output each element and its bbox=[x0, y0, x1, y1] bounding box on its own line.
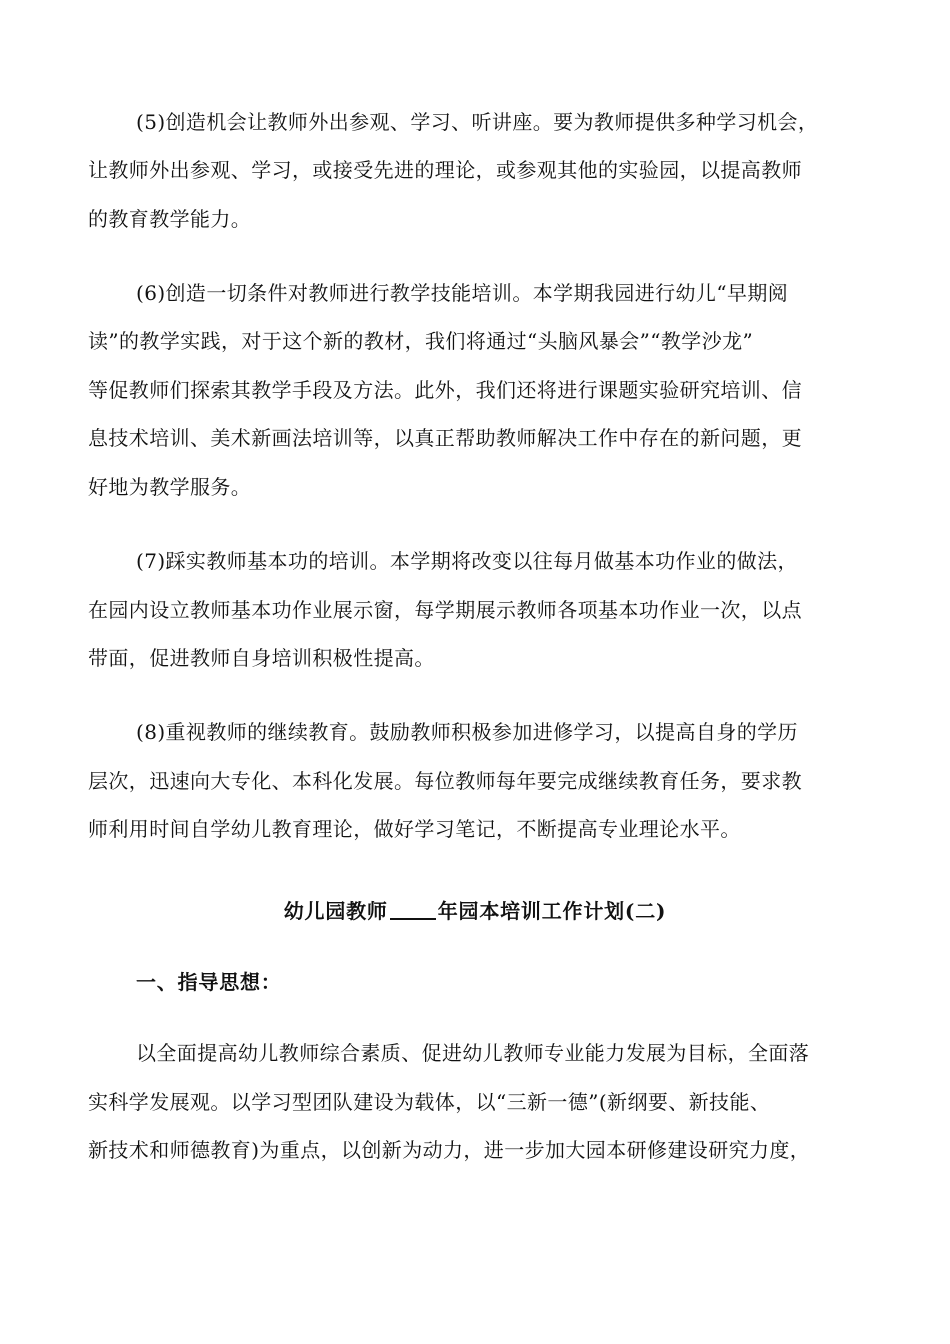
paragraph-7-line-1: (7)踩实教师基本功的培训。本学期将改变以往每月做基本功作业的做法， bbox=[136, 549, 798, 573]
paragraph-6-line-3: 等促教师们探索其教学手段及方法。此外，我们还将进行课题实验研究培训、信 bbox=[88, 378, 802, 402]
paragraph-6-line-1: (6)创造一切条件对教师进行教学技能培训。本学期我园进行幼儿“早期阅 bbox=[136, 281, 789, 305]
section-1-line-1: 以全面提高幼儿教师综合素质、促进幼儿教师专业能力发展为目标，全面落 bbox=[136, 1041, 810, 1065]
paragraph-7-line-3: 带面，促进教师自身培训积极性提高。 bbox=[88, 646, 435, 670]
title-prefix: 幼儿园教师 bbox=[283, 899, 388, 923]
paragraph-8-line-2: 层次，迅速向大专化、本科化发展。每位教师每年要完成继续教育任务，要求教 bbox=[88, 769, 802, 793]
paragraph-6-line-4: 息技术培训、美术新画法培训等，以真正帮助教师解决工作中存在的新问题，更 bbox=[88, 426, 802, 450]
section-1-line-3: 新技术和师德教育)为重点，以创新为动力，进一步加大园本研修建设研究力度， bbox=[88, 1138, 811, 1162]
paragraph-8-line-3: 师利用时间自学幼儿教育理论，做好学习笔记，不断提高专业理论水平。 bbox=[88, 817, 741, 841]
title-blank bbox=[390, 898, 436, 920]
paragraph-5-line-1: (5)创造机会让教师外出参观、学习、听讲座。要为教师提供多种学习机会， bbox=[136, 110, 819, 134]
section-1-line-2: 实科学发展观。以学习型团队建设为载体，以“三新一德”(新纲要、新技能、 bbox=[88, 1090, 771, 1114]
title-suffix: 年园本培训工作计划(二) bbox=[437, 899, 667, 923]
paragraph-6-line-2: 读”的教学实践，对于这个新的教材，我们将通过“头脑风暴会”“教学沙龙” bbox=[88, 329, 754, 353]
paragraph-5-line-3: 的教育教学能力。 bbox=[88, 207, 252, 231]
paragraph-6-line-5: 好地为教学服务。 bbox=[88, 475, 252, 499]
paragraph-8-line-1: (8)重视教师的继续教育。鼓励教师积极参加进修学习，以提高自身的学历 bbox=[136, 720, 798, 744]
section-1-heading: 一、指导思想： bbox=[136, 970, 282, 994]
paragraph-5-line-2: 让教师外出参观、学习，或接受先进的理论，或参观其他的实验园，以提高教师 bbox=[88, 158, 802, 182]
document-title bbox=[0, 897, 950, 925]
paragraph-7-line-2: 在园内设立教师基本功作业展示窗，每学期展示教师各项基本功作业一次，以点 bbox=[88, 598, 802, 622]
